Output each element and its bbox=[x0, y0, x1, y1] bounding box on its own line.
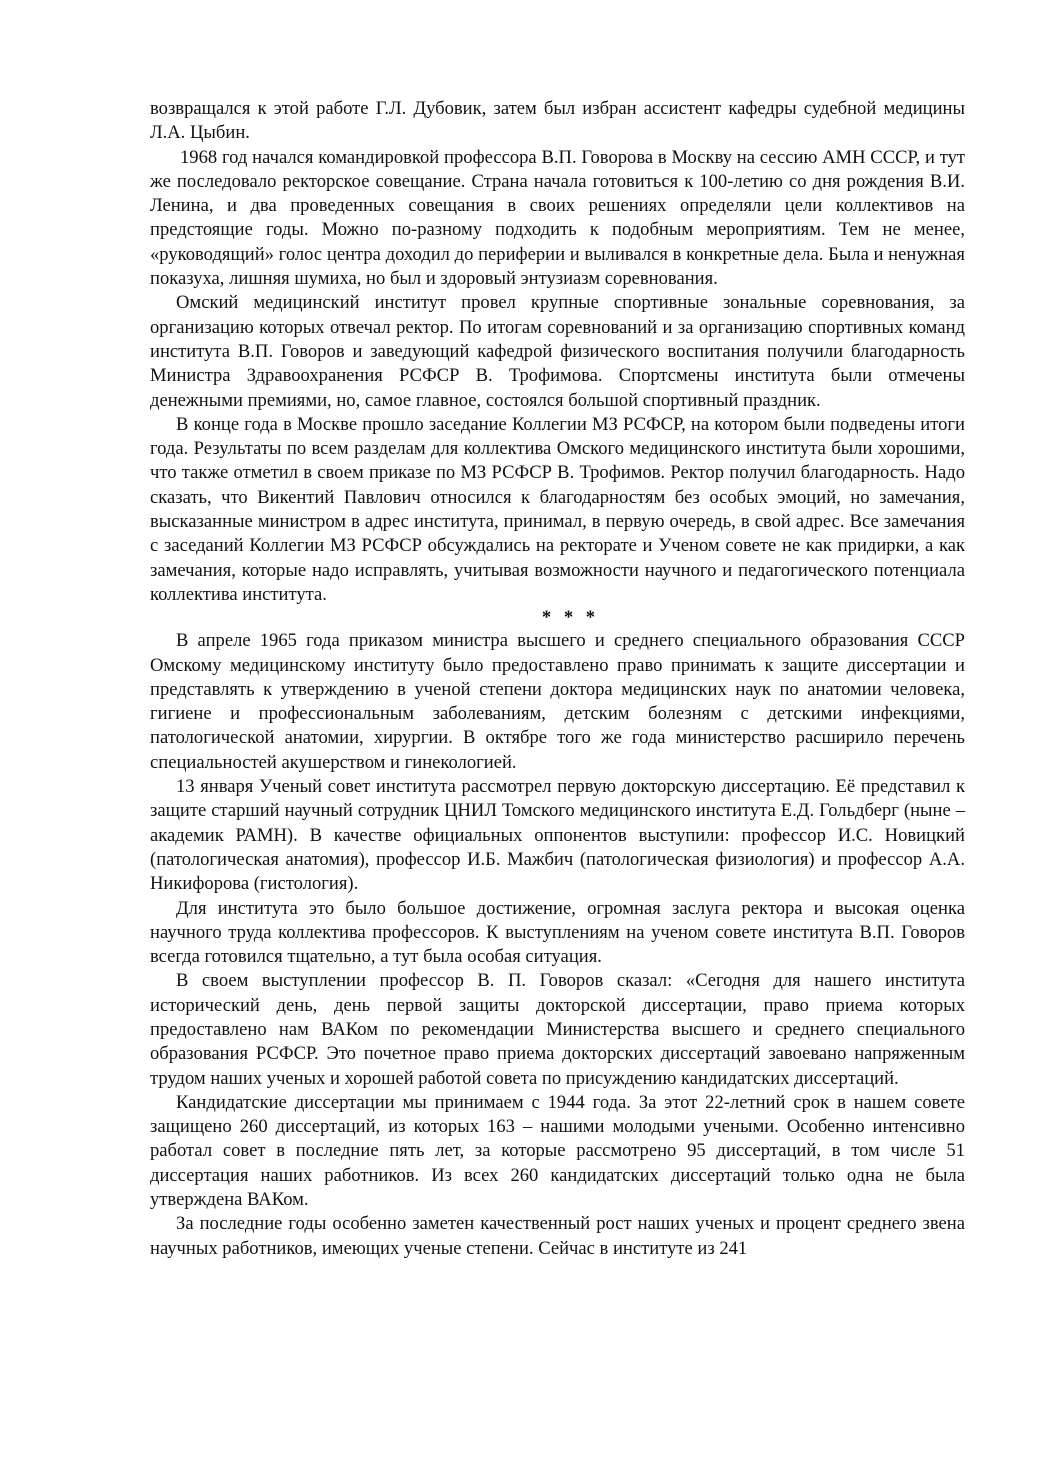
paragraph-sports-competition: Омский медицинский институт провел крупные спортивные зональные соревнования, за организацию которых отвечал ректор. По итогам соревнований и за организацию спортивных команд института В.П. Говоров и заведующий кафедрой физического воспитания получили благодарность Министра Здравоохранения РСФСР В. Трофимова. Спортсмены института были отмечены денежными премиями, но, самое главное, состоялся большой спортивный праздник. bbox=[150, 292, 965, 411]
paragraph-dissertation-right: В апреле 1965 года приказом министра высшего и среднего специального образования СССР Омскому медицинскому институту было предоставлено право принимать к защите диссертации и представлять к утверждению в ученой степени доктора медицинских наук по анатомии человека, гигиене и профессиональным заболеваниям, детским болезням с детскими инфекциями, патологической анатомии, хирургии. В октябре того же года министерство расширило перечень специальностей акушерством и гинекологией. bbox=[150, 630, 965, 773]
paragraph-speech: В своем выступлении профессор В. П. Говоров сказал: «Сегодня для нашего института исторический день, день первой защиты докторской диссертации, право приема которых предоставлено нам ВАКом по рекомендации Министерства высшего и среднего специального образования РСФСР. Это почетное право приема докторских диссертаций завоевано напряженным трудом наших ученых и хорошей работой совета по присуждению кандидатских диссертаций. bbox=[150, 970, 965, 1089]
document-page bbox=[150, 97, 965, 1261]
paragraph-achievement: Для института это было большое достижение, огромная заслуга ректора и высокая оценка научного труда коллектива профессоров. К выступлениям на ученом совете института В.П. Говоров всегда готовился тщательно, а тут была особая ситуация. bbox=[150, 897, 965, 968]
paragraph-collegium-meeting: В конце года в Москве прошло заседание Коллегии МЗ РСФСР, на котором были подведены итоги года. Результаты по всем разделам для коллектива Омского медицинского института были хорошими, что также отметил в своем приказе по МЗ РСФСР В. Трофимов. Ректор получил благодарность. Надо сказать, что Викентий Павлович относился к благодарностям без особых эмоций, но замечания, высказанные министром в адрес института, принимал, в первую очередь, в свой адрес. Все замечания с заседаний Коллегии МЗ РСФСР обсуждались на ректорате и Ученом совете не как придирки, а как замечания, которые надо исправлять, учитывая возможности научного и педагогического потенциала коллектива института. bbox=[150, 413, 965, 605]
paragraph-first-doctoral-defense: 13 января Ученый совет института рассмотрел первую докторскую диссертацию. Её представил к защите старший научный сотрудник ЦНИЛ Томского медицинского института Е.Д. Гольдберг (ныне – академик РАМН). В качестве официальных оппонентов выступили: профессор И.С. Новицкий (патологическая анатомия), профессор И.Б. Мажбич (патологическая физиология) и профессор А.А. Никифорова (гистология). bbox=[150, 776, 965, 895]
section-separator: * * * bbox=[541, 607, 600, 629]
paragraph-qualitative-growth: За последние годы особенно заметен качественный рост наших ученых и процент среднего звена научных работников, имеющих ученые степени. Сейчас в институте из 241 bbox=[150, 1213, 965, 1259]
paragraph-continuation: возвращался к этой работе Г.Л. Дубовик, затем был избран ассистент кафедры судебной медицины Л.А. Цыбин. bbox=[150, 98, 965, 144]
paragraph-1968-year: 1968 год начался командировкой профессора В.П. Говорова в Москву на сессию АМН СССР, и тут же последовало ректорское совещание. Страна начала готовиться к 100-летию со дня рождения В.И. Ленина, и два проведенных совещания в своих решениях определяли цели коллективов на предстоящие годы. Можно по-разному подходить к подобным мероприятиям. Тем не менее, «руководящий» голос центра доходил до периферии и выливался в конкретные дела. Была и ненужная показуха, лишняя шумиха, но был и здоровый энтузиазм соревнования. bbox=[150, 146, 965, 290]
paragraph-candidate-dissertations: Кандидатские диссертации мы принимаем с 1944 года. За этот 22-летний срок в нашем совете защищено 260 диссертаций, из которых 163 – нашими молодыми учеными. Особенно интенсивно работал совет в последние пять лет, за которые рассмотрено 95 диссертаций, в том числе 51 диссертация наших работников. Из всех 260 кандидатских диссертаций только одна не была утверждена ВАКом. bbox=[150, 1091, 965, 1211]
